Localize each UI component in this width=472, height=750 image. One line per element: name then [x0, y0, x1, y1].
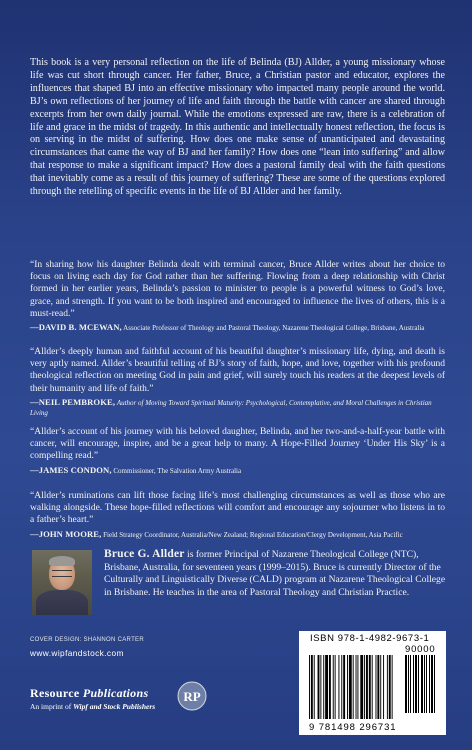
- imprint-prefix: An imprint of: [30, 702, 74, 711]
- endorser-role: Field Strategy Coordinator, Australia/New Zealand; Regional Education/Clergy Development, Asia Pacific: [103, 530, 403, 539]
- endorsement-quote: “In sharing how his daughter Belinda dealt with terminal cancer, Bruce Allder writes about her choice to focus on living each day for God rather than her suffering. Flowing from a deep relationship with Christ formed in her earlier years, Belinda’s passion to minister to people is a powerful witness to God’s love, grace, and strength. If you want to be both inspired and encouraged to influence the lives of others, this is a must-read.”: [30, 260, 445, 319]
- endorser-name: —NEIL PEMBROKE,: [30, 396, 116, 407]
- endorser-role: Commissioner, The Salvation Army Australia: [113, 466, 242, 475]
- publisher-name-part2: Publications: [82, 686, 149, 700]
- endorsement: [30, 346, 445, 418]
- author-bio: [104, 548, 449, 599]
- barcode-bar: [356, 655, 357, 719]
- endorser-role: Author of Moving Toward Spiritual Maturity: Psychological, Contemplative, and Moral Challenges in Christian Living: [30, 398, 432, 417]
- barcode-bar: [364, 655, 365, 719]
- addon-bar: [415, 655, 417, 713]
- author-bio-text: is former Principal of Nazarene Theological College (NTC), Brisbane, Australia, for seventeen years (1999–2015). Bruce is currently Director of the Culturally and Linguistically Diverse (CALD) program at Nazarene Theological College in Brisbane. He teaches in the area of Pastoral Theology and Christian Practice.: [104, 549, 446, 598]
- addon-bar: [434, 655, 435, 713]
- author-photo: [32, 550, 92, 615]
- addon-bar: [421, 655, 423, 713]
- barcode-bar: [309, 655, 310, 719]
- author-name: Bruce G. Allder: [104, 548, 185, 560]
- barcode-bar: [380, 655, 381, 719]
- endorsement: [30, 490, 445, 540]
- isbn-barcode: [299, 631, 446, 735]
- endorser-name: —JOHN MOORE,: [30, 528, 102, 539]
- addon-bar: [410, 655, 411, 713]
- addon-bar: [405, 655, 407, 713]
- barcode-bar: [343, 655, 345, 719]
- barcode-bar: [357, 655, 358, 719]
- barcode-bar: [311, 655, 313, 719]
- barcode-bar: [320, 655, 321, 719]
- addon-bar: [431, 655, 433, 713]
- barcode-bars: [309, 655, 437, 721]
- publisher-name: [30, 686, 148, 701]
- endorsement-attribution: [30, 397, 445, 418]
- cover-design-credit: COVER DESIGN: SHANNON CARTER: [30, 637, 144, 643]
- barcode-bar: [376, 655, 377, 719]
- addon-bar: [408, 655, 409, 713]
- barcode-bar: [323, 655, 324, 719]
- endorser-role: Associate Professor of Theology and Pastoral Theology, Nazarene Theological College, Brisbane, Australia: [123, 324, 425, 333]
- endorsement-attribution: [30, 529, 445, 540]
- endorsement-attribution: [30, 322, 445, 333]
- barcode-bar: [341, 655, 342, 719]
- barcode-bar: [372, 655, 373, 719]
- barcode-bar: [353, 655, 354, 719]
- barcode-bar: [387, 655, 388, 719]
- publisher-name-part1: Resource: [30, 686, 83, 700]
- addon-bar: [424, 655, 425, 713]
- barcode-bar: [335, 655, 336, 719]
- barcode-bar: [349, 655, 352, 719]
- barcode-bar: [329, 655, 331, 719]
- barcode-bar: [314, 655, 315, 719]
- isbn-number: ISBN 978-1-4982-9673-1: [310, 633, 430, 644]
- publisher-imprint: [30, 702, 155, 711]
- endorsement: [30, 426, 445, 476]
- publisher-logo-letters: RP: [183, 689, 201, 704]
- publisher-logo-icon: [177, 681, 207, 711]
- barcode-bar: [389, 655, 391, 719]
- endorsement-attribution: [30, 465, 445, 476]
- addon-bar: [426, 655, 427, 713]
- imprint-parent: Wipf and Stock Publishers: [73, 702, 156, 711]
- barcode-bar: [369, 655, 371, 719]
- publisher-website: www.wipfandstock.com: [30, 648, 124, 658]
- barcode-bar: [383, 655, 384, 719]
- endorsement-quote: “Allder’s deeply human and faithful account of his beautiful daughter’s missionary life, dying, and death is very aptly named. Allder’s beautiful telling of BJ’s story of faith, hope, and love, together with his profound theological reflection on meeting God in pain and grief, will surely touch his readers at the deepest levels of their humanity and life of faith.”: [30, 347, 445, 394]
- endorser-name: —DAVID B. MCEWAN,: [30, 322, 122, 333]
- barcode-bar: [347, 655, 348, 719]
- addon-bar: [413, 655, 414, 713]
- addon-bar: [429, 655, 430, 713]
- barcode-bar: [338, 655, 339, 719]
- barcode-digits: 9 781498 296731: [309, 722, 397, 733]
- barcode-bar: [325, 655, 328, 719]
- barcode-bar: [377, 655, 379, 719]
- barcode-bar: [360, 655, 363, 719]
- barcode-bar: [333, 655, 334, 719]
- barcode-bar: [318, 655, 320, 719]
- addon-bar: [418, 655, 419, 713]
- endorsement-quote: “Allder’s account of his journey with his beloved daughter, Belinda, and her two-and-a-half-year battle with cancer, will encourage, inspire, and be a great help to many. A Hope-Filled Journey ‘Under His Sky’ is a compelling read.”: [30, 427, 445, 462]
- endorsement: [30, 259, 445, 333]
- endorsement-quote: “Allder’s ruminations can lift those facing life’s most challenging circumstances as well as those who are walking alongside. These hope-filled reflections will comfort and encourage any sojourner who listens in to a father’s heart.”: [30, 491, 445, 526]
- barcode-bar: [366, 655, 368, 719]
- barcode-bar: [392, 655, 393, 719]
- price-code: 90000: [405, 644, 436, 655]
- endorser-name: —JAMES CONDON,: [30, 464, 112, 475]
- book-description: This book is a very personal reflection on the life of Belinda (BJ) Allder, a young missionary whose life was cut short through cancer. Her father, Bruce, a Christian pastor and educator, explores the influences that shaped BJ into an effective missionary who impacted many people around the world. BJ’s own reflections of her journey of life and faith through the battle with cancer are shared through excerpts from her own daily journal. While the emotions expressed are raw, there is a celebration of life and grace in the midst of tragedy. In this authentic and intellectually honest reflection, the focus is on serving in the midst of suffering. How does one make sense of unanticipated and devastating circumstances that came the way of BJ and her family? How does one “lean into suffering” and allow that response to make a significant impact? How does a pastoral family deal with the faith questions that inevitably come as a result of this journey of suffering? These are some of the questions explored through the retelling of specific events in the life of BJ Allder and her family.: [30, 57, 445, 198]
